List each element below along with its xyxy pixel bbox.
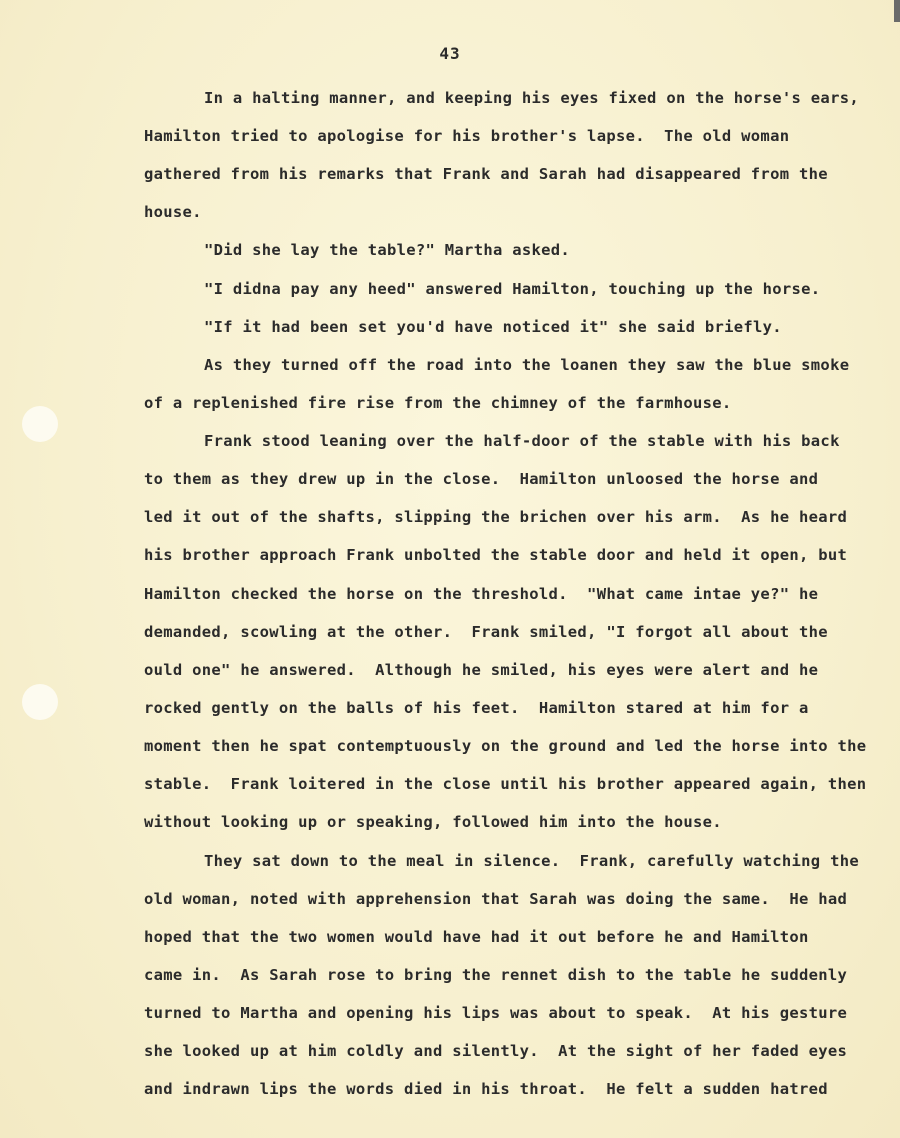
text-line: without looking up or speaking, followed him into the house. — [144, 813, 722, 831]
text-line: "I didna pay any heed" answered Hamilton, touching up the horse. — [204, 280, 821, 298]
text-line: In a halting manner, and keeping his eyes fixed on the horse's ears, — [204, 89, 859, 107]
text-line: his brother approach Frank unbolted the stable door and held it open, but — [144, 546, 848, 564]
page-number: 43 — [439, 44, 461, 63]
text-line: old woman, noted with apprehension that Sarah was doing the same. He had — [144, 890, 848, 908]
page-edge-mark — [894, 0, 900, 22]
text-line: Hamilton tried to apologise for his brother's lapse. The old woman — [144, 127, 790, 145]
text-line: and indrawn lips the words died in his throat. He felt a sudden hatred — [144, 1080, 828, 1098]
text-line: "If it had been set you'd have noticed it" she said briefly. — [204, 318, 782, 336]
text-line: ould one" he answered. Although he smiled, his eyes were alert and he — [144, 661, 819, 679]
text-line: They sat down to the meal in silence. Frank, carefully watching the — [204, 852, 859, 870]
text-line: she looked up at him coldly and silently. At the sight of her faded eyes — [144, 1042, 848, 1060]
text-line: hoped that the two women would have had it out before he and Hamilton — [144, 928, 809, 946]
text-line: gathered from his remarks that Frank and Sarah had disappeared from the — [144, 165, 828, 183]
text-line: led it out of the shafts, slipping the brichen over his arm. As he heard — [144, 508, 848, 526]
text-line: turned to Martha and opening his lips was about to speak. At his gesture — [144, 1004, 848, 1022]
text-line: As they turned off the road into the loanen they saw the blue smoke — [204, 356, 850, 374]
text-line: Frank stood leaning over the half-door of the stable with his back — [204, 432, 840, 450]
text-line: stable. Frank loitered in the close until his brother appeared again, then — [144, 775, 867, 793]
text-line: to them as they drew up in the close. Hamilton unloosed the horse and — [144, 470, 819, 488]
punch-hole — [22, 684, 58, 720]
text-line: demanded, scowling at the other. Frank smiled, "I forgot all about the — [144, 623, 828, 641]
text-line: house. — [144, 203, 202, 221]
text-line: came in. As Sarah rose to bring the rennet dish to the table he suddenly — [144, 966, 848, 984]
text-line: of a replenished fire rise from the chimney of the farmhouse. — [144, 394, 732, 412]
text-line: Hamilton checked the horse on the threshold. "What came intae ye?" he — [144, 585, 819, 603]
punch-hole — [22, 406, 58, 442]
text-line: moment then he spat contemptuously on the ground and led the horse into the — [144, 737, 867, 755]
text-line: rocked gently on the balls of his feet. Hamilton stared at him for a — [144, 699, 809, 717]
text-line: "Did she lay the table?" Martha asked. — [204, 241, 571, 259]
